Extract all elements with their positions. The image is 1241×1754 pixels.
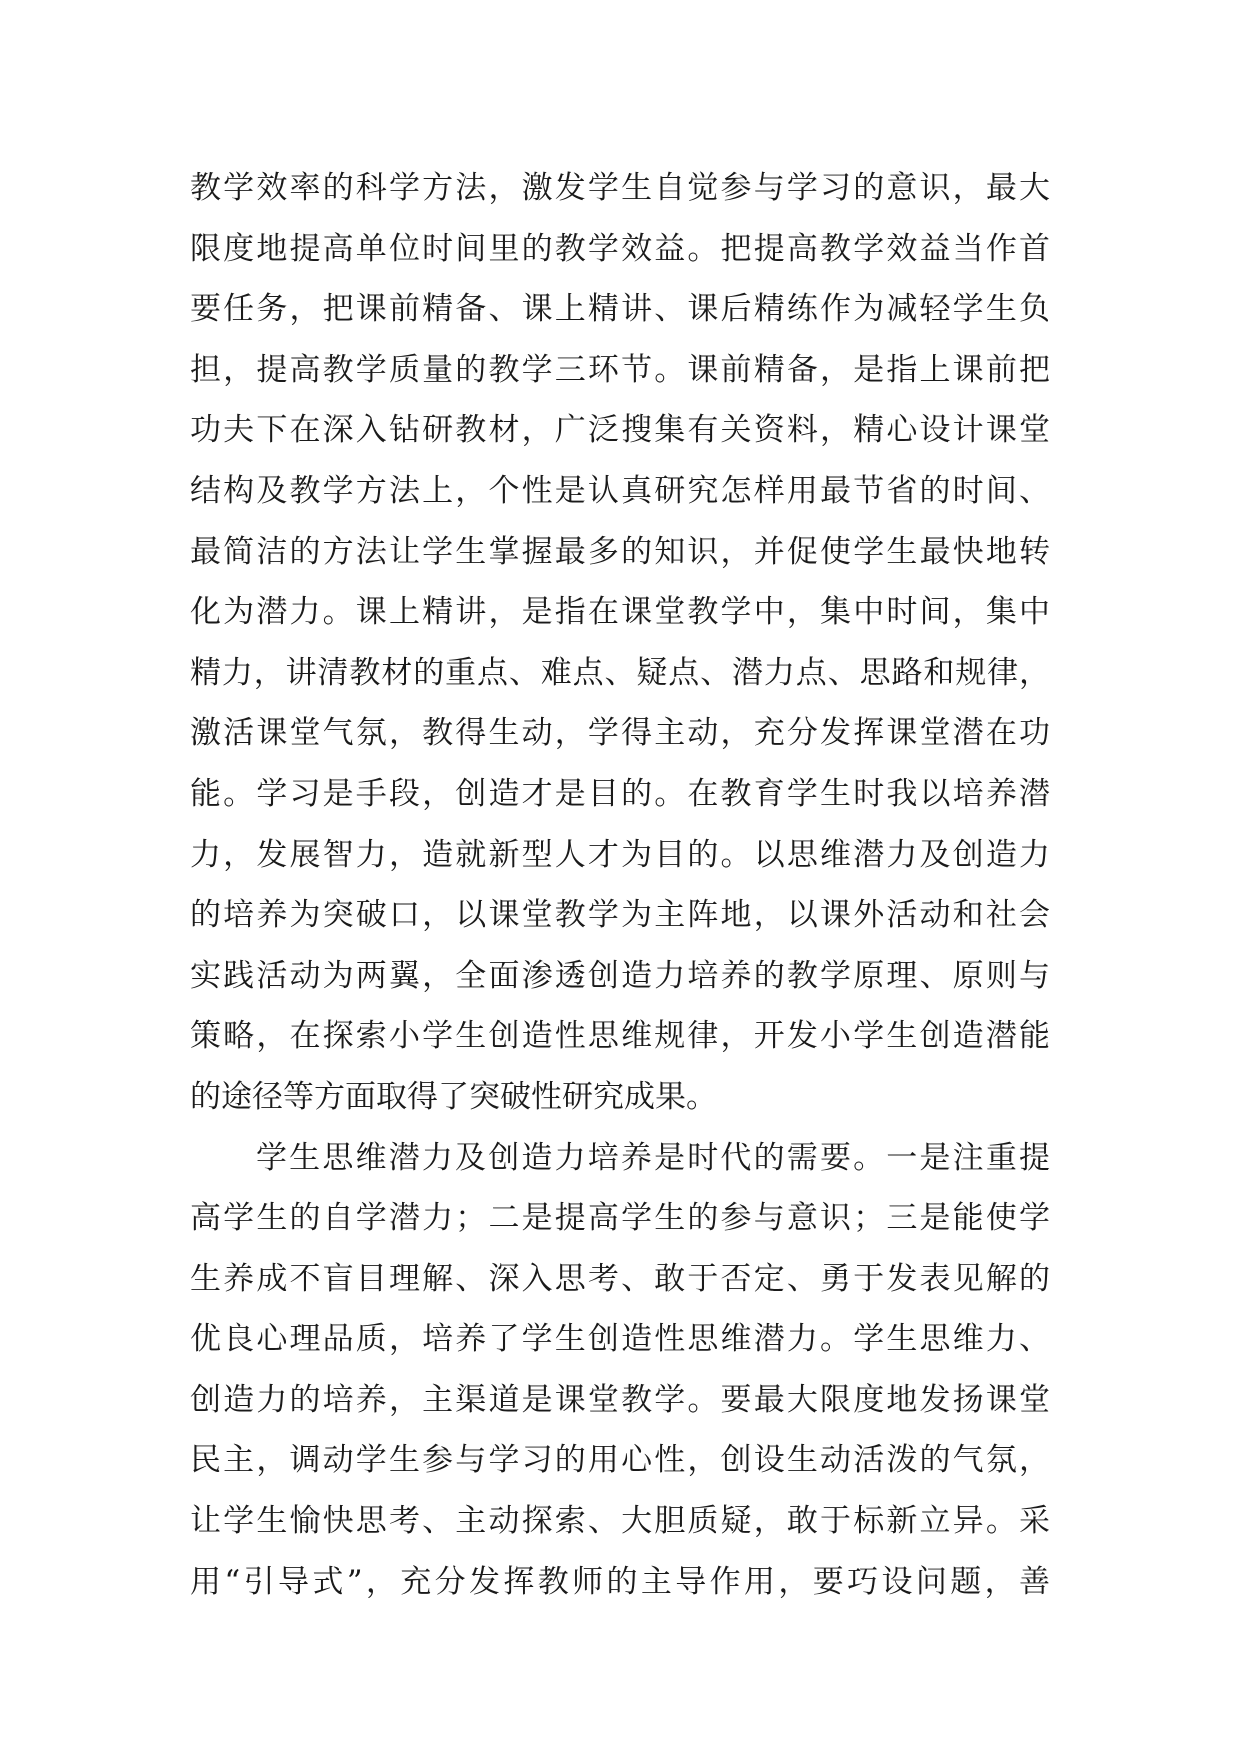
text-line: 用“引导式”，充分发挥教师的主导作用，要巧设问题，善 bbox=[190, 1563, 1050, 1600]
text-line: 力，发展智力，造就新型人才为目的。以思维潜力及创造力 bbox=[190, 836, 1050, 873]
text-line: 生养成不盲目理解、深入思考、敢于否定、勇于发表见解的 bbox=[190, 1260, 1050, 1297]
text-line: 精力，讲清教材的重点、难点、疑点、潜力点、思路和规律， bbox=[190, 654, 1050, 691]
body-text bbox=[190, 158, 1050, 1612]
text-line: 能。学习是手段，创造才是目的。在教育学生时我以培养潜 bbox=[190, 775, 1050, 812]
text-line: 教学效率的科学方法，激发学生自觉参与学习的意识，最大 bbox=[190, 170, 1050, 206]
text-line: 功夫下在深入钻研教材，广泛搜集有关资料，精心设计课堂 bbox=[190, 412, 1050, 449]
text-line: 民主，调动学生参与学习的用心性，创设生动活泼的气氛， bbox=[190, 1442, 1050, 1479]
text-line: 激活课堂气氛，教得生动，学得主动，充分发挥课堂潜在功 bbox=[190, 715, 1050, 752]
text-line: 的培养为突破口，以课堂教学为主阵地，以课外活动和社会 bbox=[190, 897, 1050, 934]
text-line: 的途径等方面取得了突破性研究成果。 bbox=[190, 1078, 717, 1115]
text-line: 创造力的培养，主渠道是课堂教学。要最大限度地发扬课堂 bbox=[190, 1381, 1050, 1418]
text-line: 优良心理品质，培养了学生创造性思维潜力。学生思维力、 bbox=[190, 1321, 1050, 1358]
text-line: 让学生愉快思考、主动探索、大胆质疑，敢于标新立异。采 bbox=[190, 1503, 1050, 1540]
text-line: 限度地提高单位时间里的教学效益。把提高教学效益当作首 bbox=[190, 230, 1050, 267]
text-line: 担，提高教学质量的教学三环节。课前精备，是指上课前把 bbox=[190, 351, 1050, 388]
paragraph-first-line: 学生思维潜力及创造力培养是时代的需要。一是注重提 bbox=[256, 1139, 1050, 1176]
text-line: 要任务，把课前精备、课上精讲、课后精练作为减轻学生负 bbox=[190, 291, 1050, 328]
text-line: 高学生的自学潜力；二是提高学生的参与意识；三是能使学 bbox=[190, 1200, 1050, 1237]
text-line: 实践活动为两翼，全面渗透创造力培养的教学原理、原则与 bbox=[190, 957, 1050, 994]
text-line: 化为潜力。课上精讲，是指在课堂教学中，集中时间，集中 bbox=[190, 594, 1050, 631]
text-line: 策略，在探索小学生创造性思维规律，开发小学生创造潜能 bbox=[190, 1018, 1050, 1055]
text-line: 结构及教学方法上，个性是认真研究怎样用最节省的时间、 bbox=[190, 472, 1050, 509]
text-line: 最简洁的方法让学生掌握最多的知识，并促使学生最快地转 bbox=[190, 533, 1050, 570]
